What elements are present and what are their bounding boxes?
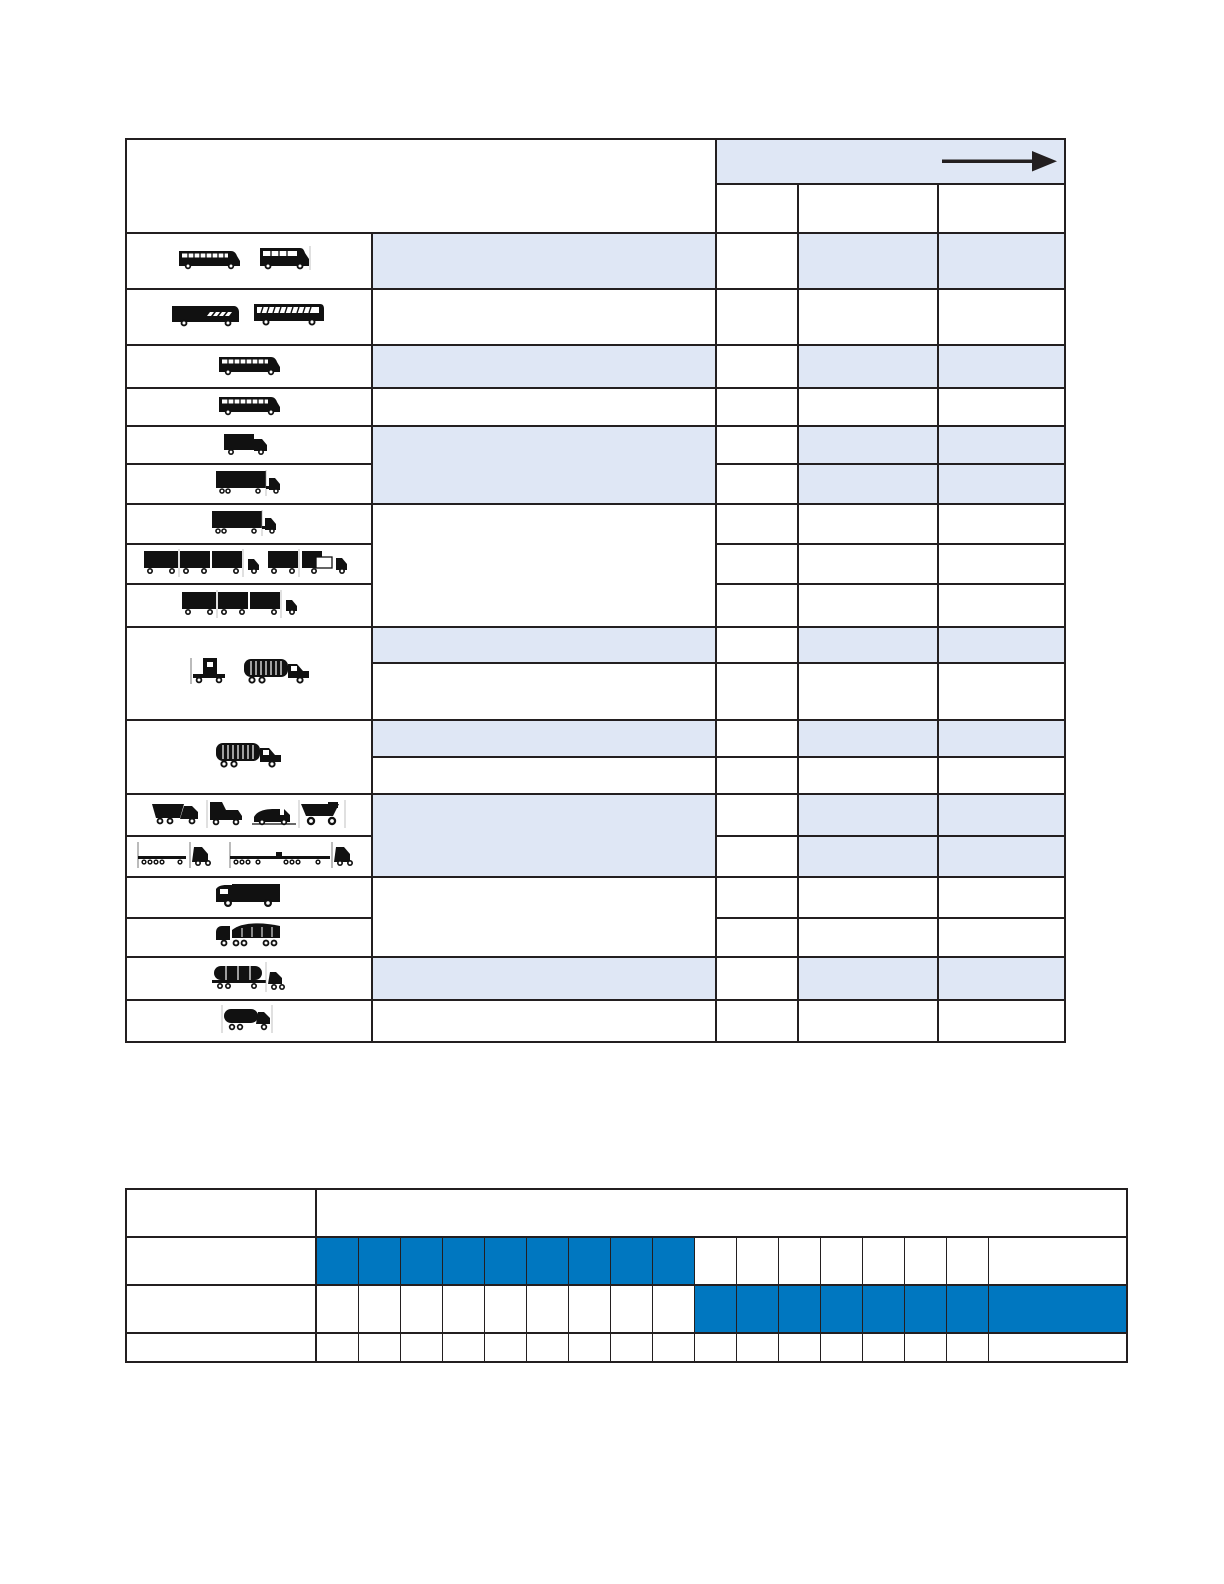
row-divider (372, 756, 1065, 758)
row-divider (126, 425, 1065, 427)
schedule-cell-filled (988, 1284, 1126, 1332)
schedule-cell-divider (610, 1236, 612, 1361)
school-bus-icon (178, 248, 242, 270)
row-10a-description-cell (372, 627, 716, 663)
school-bus-short-icon (257, 246, 311, 270)
arrow-right-icon (940, 150, 1058, 177)
schedule-cell-divider (946, 1236, 948, 1361)
row-divider (126, 999, 1065, 1001)
row-divider (126, 956, 1065, 958)
row-3-value-cell (798, 345, 1065, 387)
schedule-cell-filled (316, 1236, 358, 1284)
row-divider (126, 876, 1065, 878)
semi-trailer-truck-icon (214, 470, 284, 496)
table-border-right (1064, 138, 1066, 1043)
row-divider (126, 835, 372, 837)
schedule-cell-filled (778, 1284, 820, 1332)
schedule-cell-filled (526, 1236, 568, 1284)
row-10a-value-cell (798, 627, 1065, 663)
schedule-cell-filled (442, 1236, 484, 1284)
schedule-cell-divider (862, 1236, 864, 1361)
row-divider (126, 543, 372, 545)
row-divider (372, 662, 1065, 664)
double-trailer-truck-icon (142, 549, 266, 577)
garbage-truck-icon (242, 656, 312, 686)
truck-with-trailer-icon (266, 549, 354, 577)
row-divider (126, 793, 1065, 795)
tanker-trailer-icon (210, 962, 286, 992)
lowboy-trailer-icon (228, 842, 356, 868)
schedule-cell-filled (610, 1236, 652, 1284)
header-bottom-line (126, 232, 1065, 234)
schedule-cell-filled (862, 1284, 904, 1332)
coach-bus-icon (170, 303, 242, 327)
schedule-cell-divider (778, 1236, 780, 1361)
schedule-cell-divider (736, 1236, 738, 1361)
schedule-table (0, 1160, 1224, 1380)
flatbed-trailer-icon (136, 842, 216, 868)
row-11a-description-cell (372, 720, 716, 756)
row-1-value-cell (798, 233, 1065, 288)
double-trailer-truck-icon (180, 590, 304, 618)
schedule-border-left (125, 1188, 127, 1363)
schedule-cell-divider (568, 1236, 570, 1361)
row-divider (716, 917, 1065, 919)
row-divider (126, 344, 1065, 346)
row-divider (126, 503, 1065, 505)
divider-value-column-2 (937, 184, 939, 1042)
tank-truck-icon (220, 1005, 274, 1033)
row-divider (716, 835, 1065, 837)
concrete-mixer-icon (214, 922, 284, 948)
schedule-cell-divider (988, 1236, 990, 1361)
row-divider (716, 583, 1065, 585)
schedule-cell-divider (694, 1236, 696, 1361)
schedule-cell-divider (526, 1236, 528, 1361)
schedule-cell-filled (820, 1284, 862, 1332)
school-bus-icon (218, 354, 282, 376)
transit-bus-icon (252, 301, 326, 327)
schedule-cell-divider (442, 1236, 444, 1361)
schedule-cell-divider (904, 1236, 906, 1361)
fire-truck-icon (212, 883, 286, 909)
mining-dump-truck-icon (298, 800, 346, 828)
row-12-13-description-cell (372, 794, 716, 877)
schedule-cell-filled (904, 1284, 946, 1332)
garbage-truck-icon (214, 740, 284, 770)
divider-icon-column (371, 232, 373, 1042)
schedule-row-divider (126, 1332, 1126, 1334)
schedule-cell-filled (400, 1236, 442, 1284)
schedule-cell-filled (652, 1236, 694, 1284)
row-11a-value-cell (798, 720, 1065, 756)
schedule-cell-divider (358, 1236, 360, 1361)
semi-trailer-truck-icon (210, 510, 280, 536)
cab-chassis-icon (206, 800, 244, 828)
row-divider (126, 463, 372, 465)
schedule-border-top (125, 1188, 1128, 1190)
box-truck-icon (222, 432, 270, 456)
street-sweeper-icon (250, 803, 298, 827)
schedule-border-bottom (125, 1361, 1128, 1363)
row-divider (126, 288, 1065, 290)
divider-value-column-1 (797, 184, 799, 1042)
schedule-border-right (1126, 1188, 1128, 1363)
schedule-cell-divider (484, 1236, 486, 1361)
schedule-cell-filled (568, 1236, 610, 1284)
dump-truck-icon (150, 800, 202, 826)
divider-description-column (715, 138, 717, 1042)
row-5-6-description-cell (372, 425, 716, 503)
schedule-cell-divider (400, 1236, 402, 1361)
schedule-cell-divider (820, 1236, 822, 1361)
header-subdivider (716, 183, 1065, 185)
row-divider (126, 583, 372, 585)
row-divider (126, 917, 372, 919)
row-3-description-cell (372, 345, 716, 387)
table-border-top (125, 138, 1066, 140)
tractor-cab-icon (189, 656, 227, 686)
row-divider (716, 543, 1065, 545)
row-divider (716, 463, 1065, 465)
school-bus-icon (218, 394, 282, 416)
schedule-row-divider (126, 1236, 1126, 1238)
schedule-row-divider (126, 1284, 1126, 1286)
schedule-cell-divider (652, 1236, 654, 1361)
row-1-description-cell (372, 233, 716, 288)
schedule-cell-filled (946, 1284, 988, 1332)
schedule-cell-filled (358, 1236, 400, 1284)
schedule-cell-filled (694, 1284, 736, 1332)
row-16-description-cell (372, 957, 716, 999)
row-16-value-cell (798, 957, 1065, 999)
row-divider (126, 387, 1065, 389)
table-border-bottom (125, 1041, 1066, 1043)
table-border-left (125, 138, 127, 1043)
row-divider (126, 719, 1065, 721)
schedule-cell-filled (736, 1284, 778, 1332)
schedule-label-divider (315, 1188, 317, 1361)
schedule-cell-filled (484, 1236, 526, 1284)
row-divider (126, 626, 1065, 628)
